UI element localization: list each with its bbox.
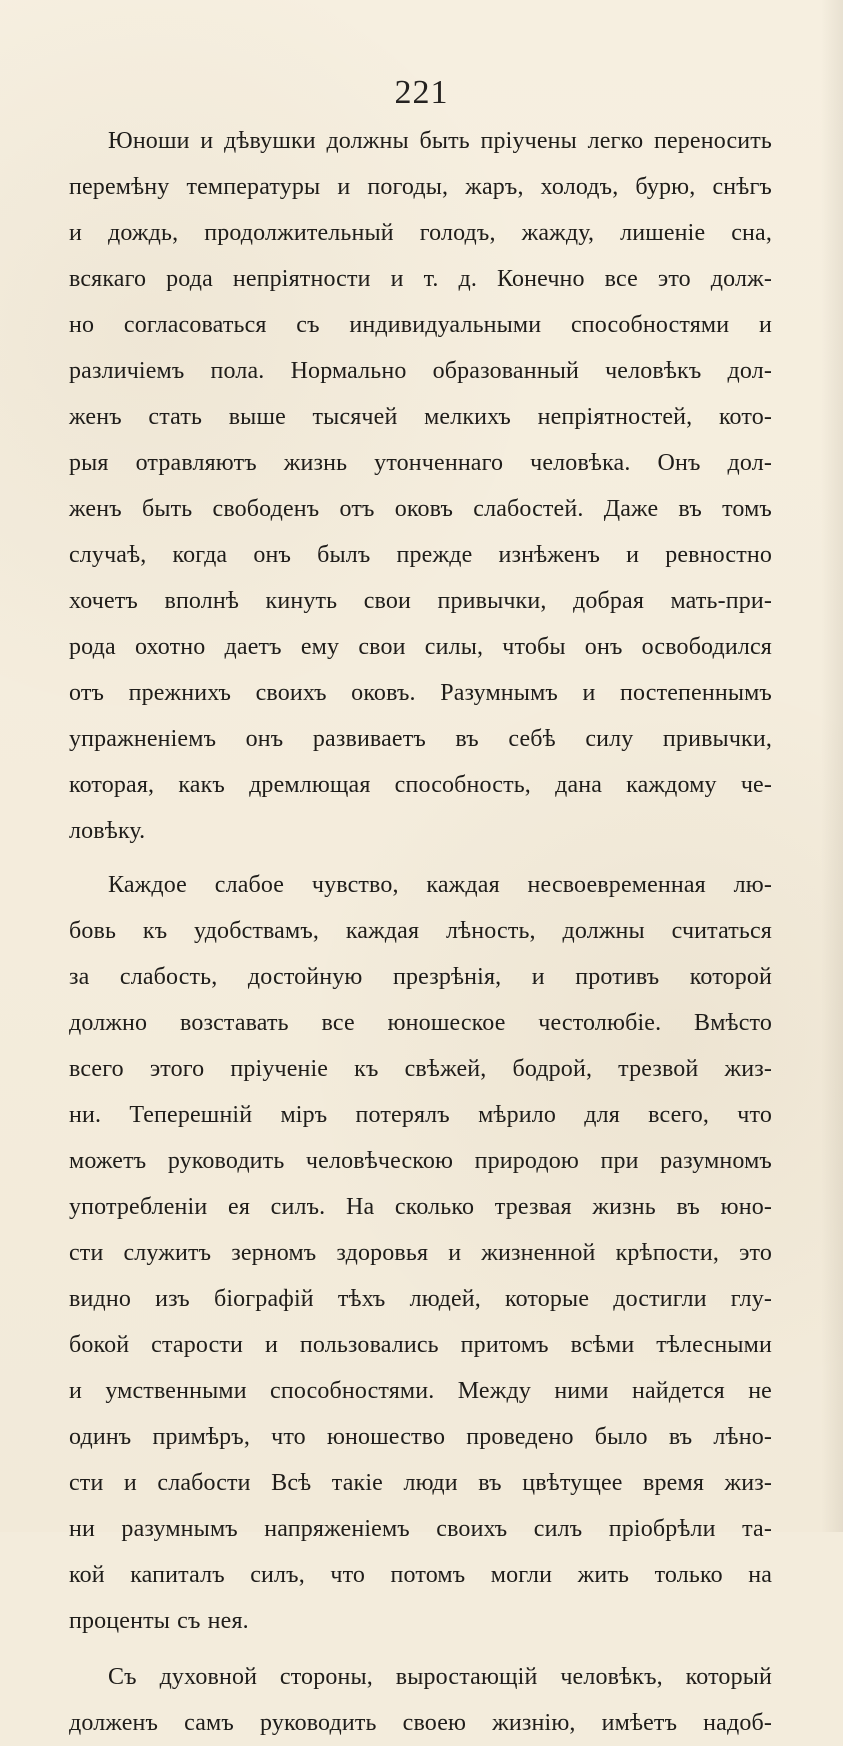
paragraph-2-line-1: Каждое слабое чувство, каждая несвоевременная лю- [108,872,772,898]
page-edge-shadow [821,0,843,1532]
paragraph-spacing-1 [69,854,772,862]
paragraph-1-line-9: женъ быть свободенъ отъ оковъ слабостей. Даже въ томъ [69,496,772,522]
paragraph-1-line-11: хочетъ вполнѣ кинуть свои привычки, добрая мать-при- [69,588,772,614]
paragraph-2-line-5: всего этого пріученіе къ свѣжей, бодрой, трезвой жиз- [69,1056,772,1082]
paragraph-1-line-15: которая, какъ дремлющая способность, дана каждому че- [69,772,772,798]
paragraph-2-line-3: за слабость, достойную презрѣнія, и противъ которой [69,964,772,990]
paragraph-1-line-8: рыя отравляютъ жизнь утонченнаго человѣка. Онъ дол- [69,450,772,476]
paragraph-2-line-10: видно изъ біографій тѣхъ людей, которые достигли глу- [69,1286,772,1312]
paragraph-1-line-14: упражненіемъ онъ развиваетъ въ себѣ силу привычки, [69,726,772,752]
paragraph-2-line-11: бокой старости и пользовались притомъ всѣми тѣлесными [69,1332,772,1358]
paragraph-1-line-4: всякаго рода непріятности и т. д. Конечно все это долж- [69,266,772,292]
paragraph-2-line-6: ни. Теперешній міръ потерялъ мѣрило для всего, что [69,1102,772,1128]
paragraph-2-line-9: сти служитъ зерномъ здоровья и жизненной крѣпости, это [69,1240,772,1266]
paragraph-1 [69,118,772,854]
paragraph-1-line-3: и дождь, продолжительный голодъ, жажду, лишеніе сна, [69,220,772,246]
paragraph-2 [69,862,772,1644]
paragraph-2-line-12: и умственными способностями. Между ними найдется не [69,1378,772,1404]
paragraph-1-line-7: женъ стать выше тысячей мелкихъ непріятностей, кото- [69,404,772,430]
paragraph-2-line-2: бовь къ удобствамъ, каждая лѣность, должны считаться [69,918,772,944]
paragraph-3 [69,1654,772,1746]
paragraph-2-line-17: проценты съ нея. [69,1608,249,1634]
paragraph-2-line-13: одинъ примѣръ, что юношество проведено было въ лѣно- [69,1424,772,1450]
paragraph-1-line-5: но согласоваться съ индивидуальными способностями и [69,312,772,338]
paragraph-2-line-8: употребленіи ея силъ. На сколько трезвая жизнь въ юно- [69,1194,772,1220]
paragraph-1-line-16: ловѣку. [69,818,146,844]
paragraph-1-line-2: перемѣну температуры и погоды, жаръ, холодъ, бурю, снѣгъ [69,174,772,200]
paragraph-3-line-2: долженъ самъ руководить своею жизнію, имѣетъ надоб- [69,1710,772,1736]
paragraph-spacing-2 [69,1644,772,1654]
paragraph-1-line-1: Юноши и дѣвушки должны быть пріучены легко переносить [108,128,772,154]
paragraph-2-line-7: можетъ руководить человѣческою природою при разумномъ [69,1148,772,1174]
paragraph-2-line-14: сти и слабости Всѣ такіе люди въ цвѣтущее время жиз- [69,1470,772,1496]
page-content [69,118,772,1746]
paragraph-1-line-10: случаѣ, когда онъ былъ прежде изнѣженъ и ревностно [69,542,772,568]
paragraph-1-line-6: различіемъ пола. Нормально образованный человѣкъ дол- [69,358,772,384]
paragraph-3-line-1: Съ духовной стороны, выростающій человѣкъ, который [108,1664,772,1690]
page-number: 221 [394,74,449,111]
paragraph-1-line-12: рода охотно даетъ ему свои силы, чтобы онъ освободился [69,634,772,660]
paragraph-2-line-16: кой капиталъ силъ, что потомъ могли жить только на [69,1562,772,1588]
paragraph-2-line-4: должно возставать все юношеское честолюбіе. Вмѣсто [69,1010,772,1036]
paragraph-2-line-15: ни разумнымъ напряженіемъ своихъ силъ пріобрѣли та- [69,1516,772,1542]
paragraph-1-line-13: отъ прежнихъ своихъ оковъ. Разумнымъ и постепеннымъ [69,680,772,706]
